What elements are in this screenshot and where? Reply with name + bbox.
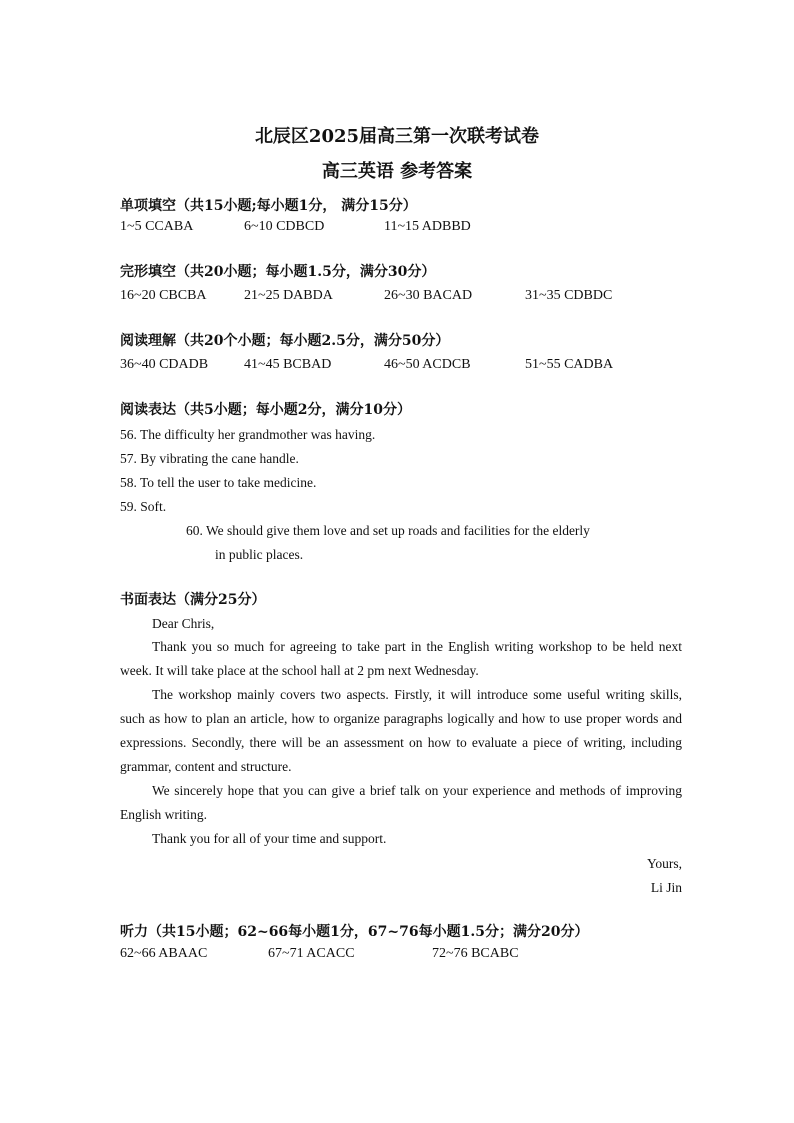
answer-item: 56. The difficulty her grandmother was having. bbox=[120, 427, 376, 442]
page-subtitle: 高三英语 参考答案 bbox=[321, 161, 473, 182]
letter-signature: Li Jin bbox=[650, 880, 682, 895]
answer-item: 58. To tell the user to take medicine. bbox=[120, 475, 317, 490]
letter-closing: Yours, bbox=[646, 856, 682, 871]
answer-group: 51~55 CADBA bbox=[525, 357, 614, 372]
answer-group: 6~10 CDBCD bbox=[244, 219, 325, 234]
answer-group: 16~20 CBCBA bbox=[120, 288, 207, 303]
letter-greeting: Dear Chris, bbox=[152, 616, 215, 631]
answer-group: 41~45 BCBAD bbox=[244, 357, 332, 372]
section-heading-listening: 听力（共15小题；62~66每小题1分，67~76每小题1.5分；满分20分） bbox=[120, 924, 589, 940]
answer-group: 31~35 CDBDC bbox=[525, 288, 613, 303]
answer-group: 21~25 DABDA bbox=[244, 288, 333, 303]
answer-group: 11~15 ADBBD bbox=[384, 219, 471, 234]
letter-paragraph: Thank you so much for agreeing to take part in the English writing workshop to be held next week. It will take place at the school hall at 2 pm next Wednesday. bbox=[120, 639, 682, 678]
page-title: 北辰区2025届高三第一次联考试卷 bbox=[254, 126, 540, 147]
answer-group: 62~66 ABAAC bbox=[120, 946, 208, 961]
letter-paragraph: We sincerely hope that you can give a brief talk on your experience and methods of improving English writing. bbox=[120, 783, 682, 822]
letter-paragraph: The workshop mainly covers two aspects. Firstly, it will introduce some useful writing skills, such as how to plan an article, how to organize paragraphs logically and how to use proper words and expressions. Secondly, there will be an assessment on how to evaluate a piece of writing, including grammar, content and structure. bbox=[120, 687, 682, 774]
answer-group: 72~76 BCABC bbox=[432, 946, 519, 961]
answer-item-continuation: in public places. bbox=[215, 547, 304, 562]
answer-item: 59. Soft. bbox=[120, 499, 167, 514]
answer-item: 57. By vibrating the cane handle. bbox=[120, 451, 299, 466]
answer-group: 36~40 CDADB bbox=[120, 357, 209, 372]
answer-group: 1~5 CCABA bbox=[120, 219, 194, 234]
answer-group: 67~71 ACACC bbox=[268, 946, 355, 961]
section-heading-cloze: 完形填空（共20小题；每小题1.5分，满分30分） bbox=[120, 264, 436, 280]
section-heading-reading: 阅读理解（共20个小题；每小题2.5分，满分50分） bbox=[120, 333, 450, 349]
answer-group: 26~30 BACAD bbox=[384, 288, 473, 303]
letter-paragraph: Thank you for all of your time and support. bbox=[152, 831, 387, 846]
section-heading-writing: 书面表达（满分25分） bbox=[120, 592, 266, 608]
answer-item: 60. We should give them love and set up roads and facilities for the elderly bbox=[186, 523, 590, 538]
section-heading-single-choice: 单项填空（共15小题;每小题1分， 满分15分） bbox=[120, 198, 417, 214]
section-heading-reading-expression: 阅读表达（共5小题；每小题2分，满分10分） bbox=[120, 402, 411, 418]
answer-group: 46~50 ACDCB bbox=[384, 357, 471, 372]
